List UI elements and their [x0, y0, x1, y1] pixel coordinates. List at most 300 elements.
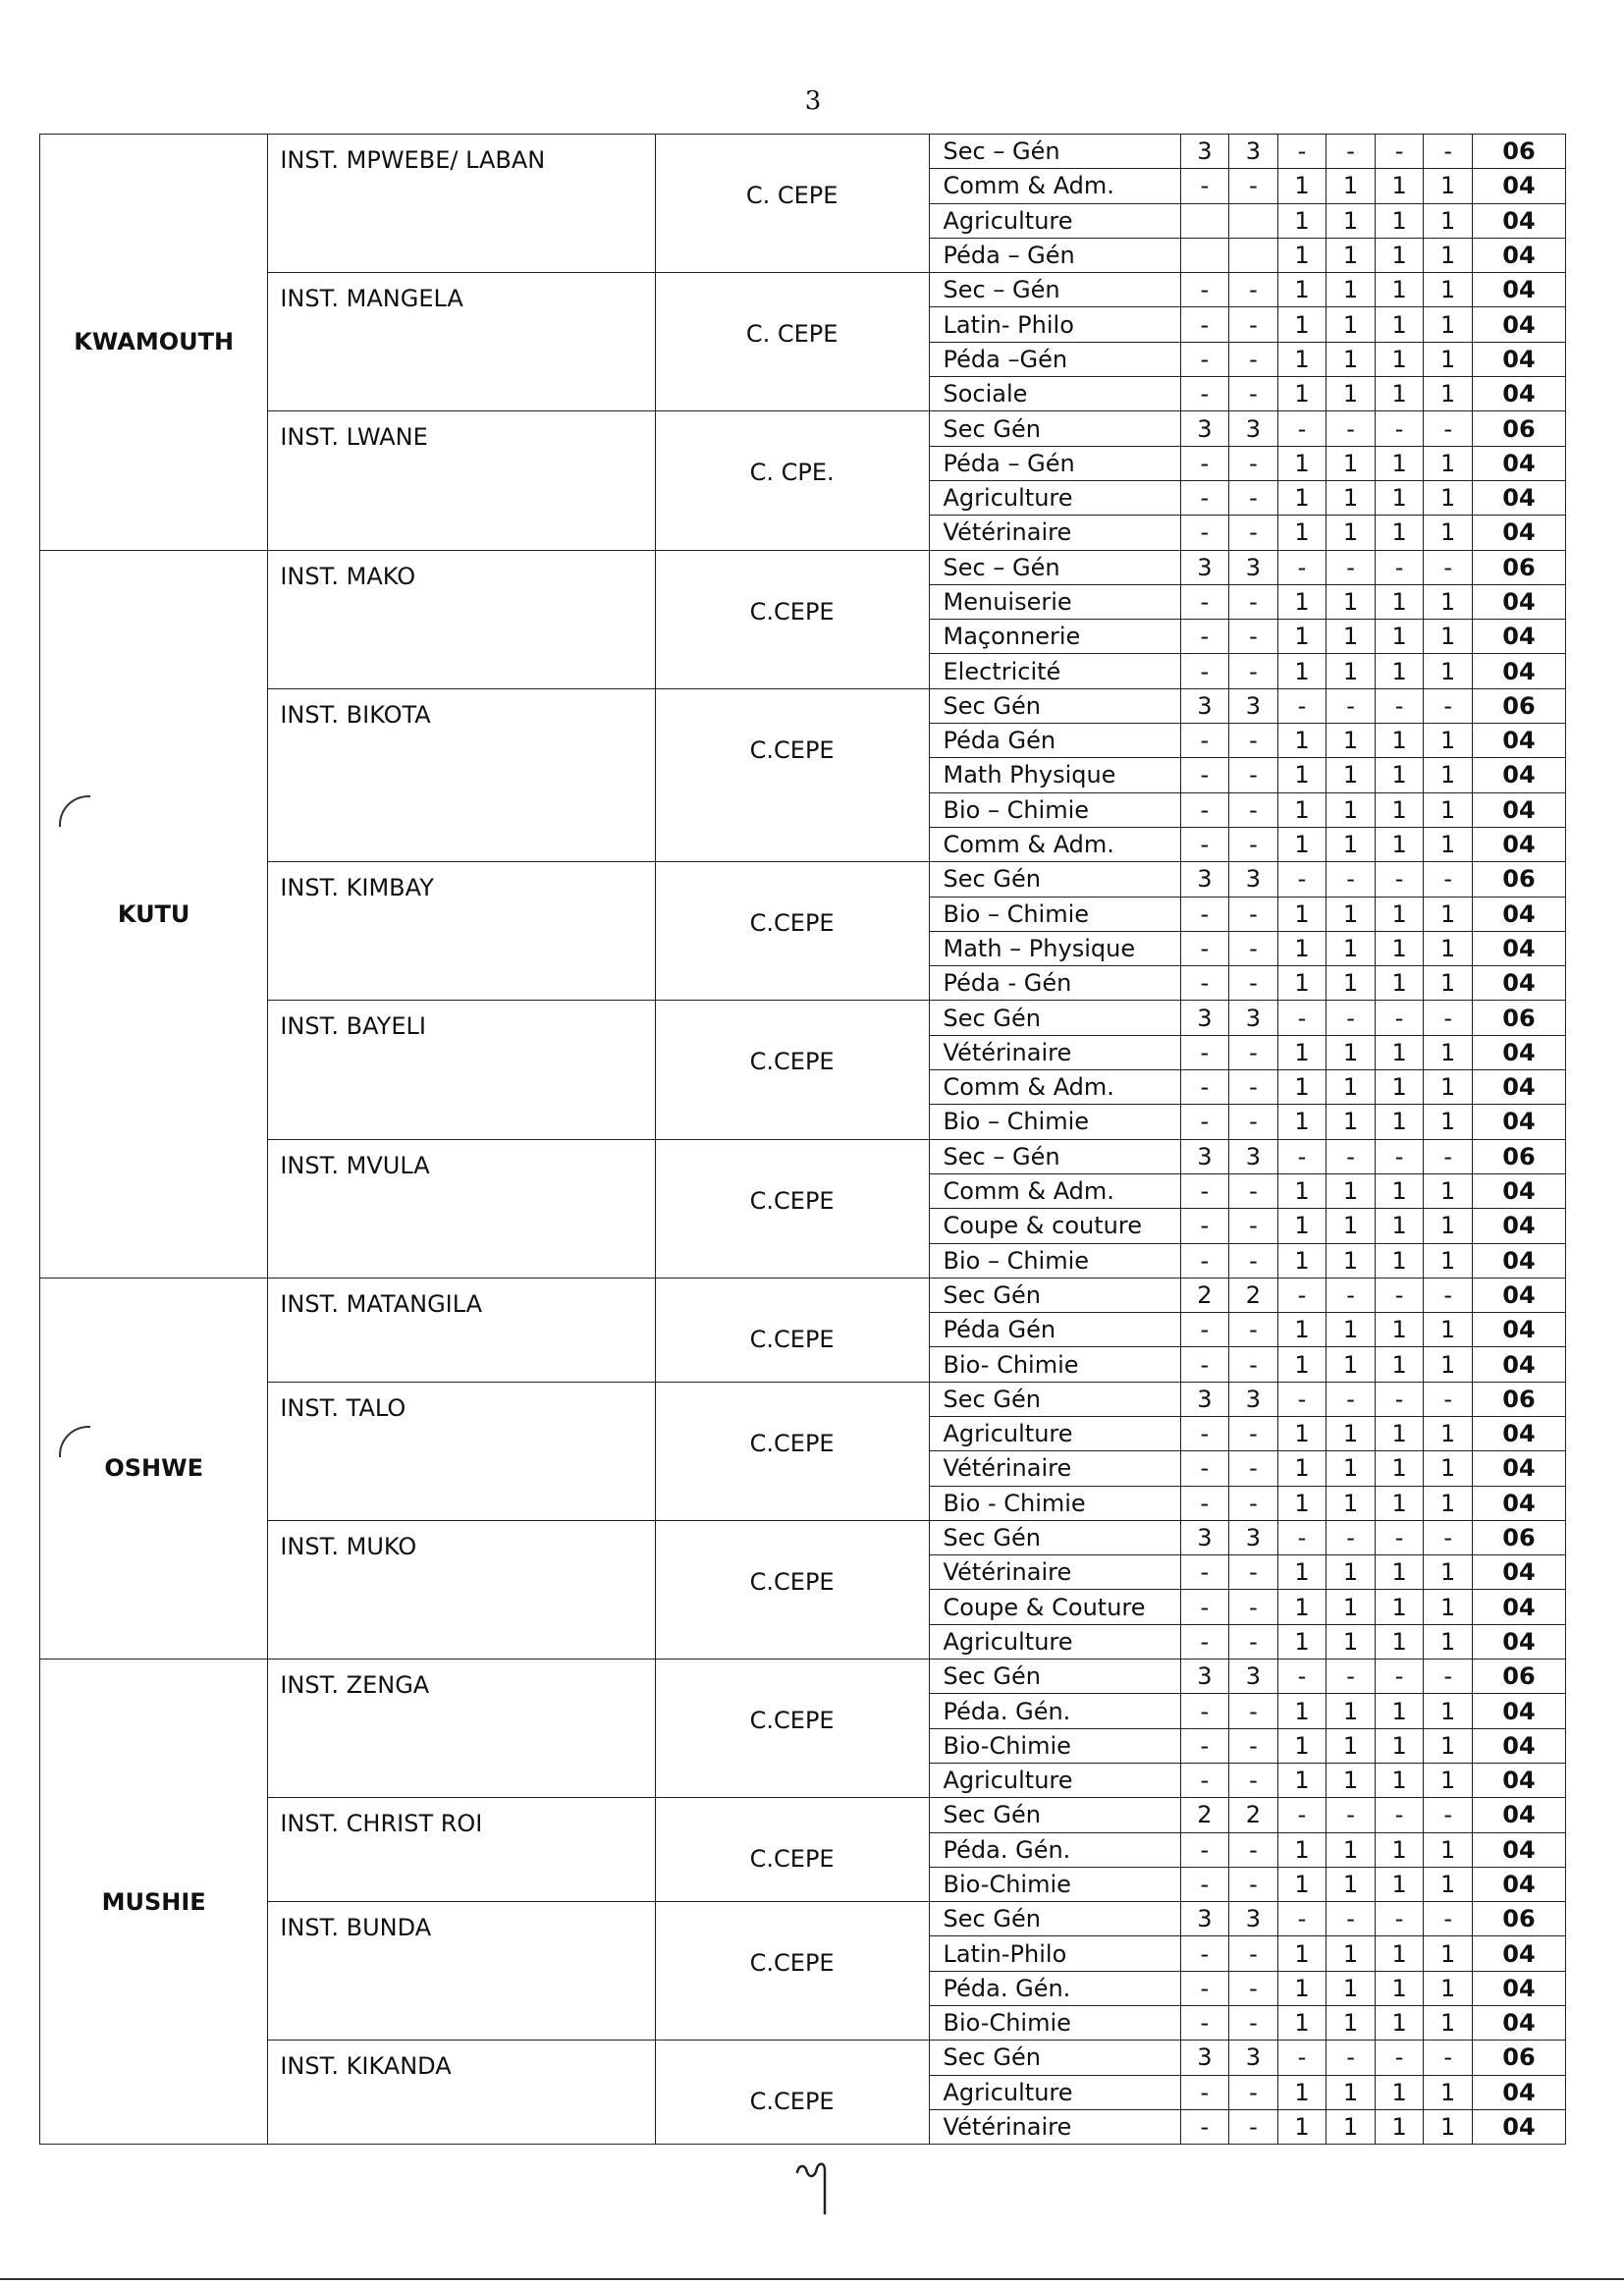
grade-count-cell: -	[1229, 1416, 1278, 1450]
grade-count-cell: 1	[1375, 827, 1424, 861]
grade-count-cell: -	[1326, 1902, 1376, 1936]
grade-count-cell: -	[1180, 1867, 1229, 1901]
allocation-table-wrapper	[39, 134, 1566, 2145]
grade-count-cell: -	[1180, 1936, 1229, 1971]
grade-count-cell: 1	[1424, 584, 1473, 619]
grade-count-cell: 1	[1326, 1763, 1376, 1797]
grade-count-cell: 1	[1326, 1555, 1376, 1590]
grade-count-cell: 1	[1424, 1105, 1473, 1139]
table-row	[40, 862, 1566, 897]
grade-count-cell: 1	[1326, 1832, 1376, 1867]
grade-count-cell: 1	[1375, 480, 1424, 515]
grade-count-cell: -	[1229, 273, 1278, 307]
grade-count-cell: 1	[1277, 1209, 1326, 1243]
grade-count-cell: 1	[1326, 342, 1376, 376]
grade-count-cell: 1	[1277, 1416, 1326, 1450]
grade-count-cell: -	[1229, 1347, 1278, 1382]
grade-count-cell: -	[1180, 516, 1229, 550]
grade-count-cell: -	[1277, 550, 1326, 584]
school-name: INST. BUNDA	[268, 1902, 655, 2041]
grade-count-cell: -	[1229, 342, 1278, 376]
grade-count-cell: 1	[1375, 1555, 1424, 1590]
grade-count-cell: -	[1229, 1694, 1278, 1728]
grade-count-cell: -	[1424, 2041, 1473, 2075]
grade-count-cell: -	[1229, 1243, 1278, 1278]
grade-count-cell: 1	[1277, 203, 1326, 238]
grade-count-cell: 1	[1375, 1313, 1424, 1347]
grade-count-cell: -	[1277, 1660, 1326, 1694]
option-name: Péda. Gén.	[929, 1971, 1180, 2005]
grade-count-cell: 1	[1424, 1694, 1473, 1728]
option-name: Comm & Adm.	[929, 827, 1180, 861]
option-name: Sec Gén	[929, 1382, 1180, 1416]
grade-count-cell: 1	[1424, 1209, 1473, 1243]
grade-count-cell: -	[1180, 931, 1229, 965]
grade-count-cell: -	[1180, 1105, 1229, 1139]
grade-count-cell: -	[1180, 1832, 1229, 1867]
row-total: 06	[1472, 688, 1565, 723]
grade-count-cell: -	[1424, 1902, 1473, 1936]
row-total: 04	[1472, 1936, 1565, 1971]
grade-count-cell: -	[1229, 1867, 1278, 1901]
option-name: Maçonnerie	[929, 620, 1180, 654]
option-name: Péda. Gén.	[929, 1694, 1180, 1728]
grade-count-cell: 1	[1375, 1832, 1424, 1867]
grade-count-cell: 1	[1326, 169, 1376, 203]
option-name: Comm & Adm.	[929, 169, 1180, 203]
grade-count-cell: 1	[1375, 2075, 1424, 2109]
grade-count-cell: -	[1424, 1660, 1473, 1694]
option-name: Agriculture	[929, 480, 1180, 515]
option-name: Comm & Adm.	[929, 1070, 1180, 1105]
grade-count-cell: 1	[1326, 792, 1376, 827]
grade-count-cell: -	[1180, 1313, 1229, 1347]
grade-count-cell: 1	[1277, 238, 1326, 272]
grade-count-cell: 1	[1424, 792, 1473, 827]
territory-name: KWAMOUTH	[40, 135, 268, 551]
row-total: 04	[1472, 1209, 1565, 1243]
territory-name: MUSHIE	[40, 1660, 268, 2145]
grade-count-cell: 1	[1424, 724, 1473, 758]
table-row	[40, 411, 1566, 446]
grade-count-cell	[1180, 203, 1229, 238]
grade-count-cell: -	[1229, 1486, 1278, 1520]
grade-count-cell: 1	[1424, 480, 1473, 515]
grade-count-cell: 1	[1277, 827, 1326, 861]
option-name: Péda Gén	[929, 724, 1180, 758]
grade-count-cell: 1	[1277, 446, 1326, 480]
grade-count-cell: -	[1180, 1035, 1229, 1069]
grade-count-cell: -	[1229, 516, 1278, 550]
grade-count-cell: 1	[1326, 480, 1376, 515]
row-total: 04	[1472, 897, 1565, 931]
grade-count-cell: 1	[1277, 2075, 1326, 2109]
grade-count-cell: 3	[1180, 1382, 1229, 1416]
grade-count-cell: -	[1180, 2075, 1229, 2109]
grade-count-cell: -	[1180, 2006, 1229, 2041]
grade-count-cell: 1	[1424, 966, 1473, 1001]
grade-count-cell: -	[1180, 2109, 1229, 2144]
grade-count-cell: 1	[1424, 516, 1473, 550]
grade-count-cell: 3	[1229, 2041, 1278, 2075]
grade-count-cell: -	[1326, 688, 1376, 723]
grade-count-cell: 1	[1375, 724, 1424, 758]
grade-count-cell: 1	[1277, 584, 1326, 619]
grade-count-cell: 1	[1424, 377, 1473, 411]
grade-count-cell: -	[1375, 1001, 1424, 1035]
grade-count-cell: 1	[1326, 584, 1376, 619]
school-name: INST. MATANGILA	[268, 1278, 655, 1382]
grade-count-cell	[1229, 203, 1278, 238]
grade-count-cell: 1	[1424, 1416, 1473, 1450]
grade-count-cell: -	[1424, 1520, 1473, 1554]
row-total: 04	[1472, 2075, 1565, 2109]
school-name: INST. MUKO	[268, 1520, 655, 1659]
grade-count-cell: 1	[1375, 1763, 1424, 1797]
option-name: Sec – Gén	[929, 273, 1180, 307]
grade-count-cell: 1	[1424, 654, 1473, 688]
grade-count-cell: 1	[1375, 1590, 1424, 1624]
grade-count-cell: -	[1277, 1902, 1326, 1936]
grade-count-cell: 1	[1375, 2109, 1424, 2144]
grade-count-cell: -	[1229, 966, 1278, 1001]
grade-count-cell: -	[1180, 758, 1229, 792]
option-name: Péda – Gén	[929, 446, 1180, 480]
grade-count-cell: 1	[1326, 307, 1376, 342]
grade-count-cell: -	[1326, 1798, 1376, 1832]
table-row	[40, 688, 1566, 723]
grade-count-cell: 3	[1229, 135, 1278, 169]
grade-count-cell: -	[1375, 411, 1424, 446]
grade-count-cell: 1	[1326, 1728, 1376, 1763]
option-name: Sec Gén	[929, 1001, 1180, 1035]
row-total: 04	[1472, 1971, 1565, 2005]
grade-count-cell: -	[1375, 550, 1424, 584]
grade-count-cell: -	[1326, 1520, 1376, 1554]
row-total: 04	[1472, 2109, 1565, 2144]
grade-count-cell: 1	[1277, 377, 1326, 411]
grade-count-cell: -	[1229, 1936, 1278, 1971]
grade-count-cell: 1	[1277, 1832, 1326, 1867]
grade-count-cell: -	[1277, 1139, 1326, 1173]
grade-count-cell: 1	[1277, 1694, 1326, 1728]
grade-count-cell: 1	[1277, 897, 1326, 931]
grade-count-cell: 1	[1375, 584, 1424, 619]
school-category: C. CEPE	[655, 273, 929, 411]
grade-count-cell: 1	[1424, 342, 1473, 376]
grade-count-cell: -	[1424, 550, 1473, 584]
grade-count-cell: -	[1277, 1798, 1326, 1832]
grade-count-cell: -	[1229, 1728, 1278, 1763]
grade-count-cell: -	[1424, 1001, 1473, 1035]
grade-count-cell: 1	[1277, 307, 1326, 342]
grade-count-cell: 3	[1180, 1139, 1229, 1173]
grade-count-cell: 1	[1424, 1555, 1473, 1590]
grade-count-cell: 3	[1229, 1382, 1278, 1416]
grade-count-cell: -	[1180, 1590, 1229, 1624]
grade-count-cell: -	[1229, 1105, 1278, 1139]
row-total: 04	[1472, 1035, 1565, 1069]
row-total: 04	[1472, 1763, 1565, 1797]
grade-count-cell: 1	[1375, 1243, 1424, 1278]
row-total: 04	[1472, 1070, 1565, 1105]
option-name: Vétérinaire	[929, 1555, 1180, 1590]
grade-count-cell: 1	[1375, 1694, 1424, 1728]
grade-count-cell: 3	[1180, 1520, 1229, 1554]
grade-count-cell: 1	[1375, 1173, 1424, 1208]
grade-count-cell: 1	[1424, 1070, 1473, 1105]
row-total: 04	[1472, 1347, 1565, 1382]
row-total: 04	[1472, 1105, 1565, 1139]
grade-count-cell: 1	[1375, 792, 1424, 827]
grade-count-cell: -	[1180, 480, 1229, 515]
grade-count-cell: 1	[1424, 307, 1473, 342]
table-row	[40, 1520, 1566, 1554]
option-name: Sec Gén	[929, 688, 1180, 723]
grade-count-cell: 1	[1277, 792, 1326, 827]
option-name: Coupe & Couture	[929, 1590, 1180, 1624]
grade-count-cell: -	[1375, 135, 1424, 169]
option-name: Sec – Gén	[929, 135, 1180, 169]
option-name: Bio – Chimie	[929, 792, 1180, 827]
option-name: Sec Gén	[929, 1660, 1180, 1694]
grade-count-cell: 1	[1326, 966, 1376, 1001]
grade-count-cell: 1	[1326, 273, 1376, 307]
grade-count-cell: 3	[1180, 2041, 1229, 2075]
school-category: C.CEPE	[655, 1902, 929, 2041]
table-row	[40, 1798, 1566, 1832]
grade-count-cell: -	[1180, 1763, 1229, 1797]
school-category: C. CEPE	[655, 135, 929, 273]
option-name: Agriculture	[929, 1416, 1180, 1450]
grade-count-cell: 1	[1277, 654, 1326, 688]
grade-count-cell: 1	[1277, 1173, 1326, 1208]
grade-count-cell: 1	[1375, 758, 1424, 792]
grade-count-cell: 1	[1326, 620, 1376, 654]
row-total: 04	[1472, 654, 1565, 688]
school-name: INST. KIKANDA	[268, 2041, 655, 2145]
grade-count-cell: 1	[1375, 203, 1424, 238]
grade-count-cell: -	[1180, 342, 1229, 376]
grade-count-cell: 1	[1375, 1936, 1424, 1971]
option-name: Latin- Philo	[929, 307, 1180, 342]
option-name: Péda. Gén.	[929, 1832, 1180, 1867]
grade-count-cell: -	[1229, 1971, 1278, 2005]
table-row	[40, 1382, 1566, 1416]
grade-count-cell: -	[1180, 307, 1229, 342]
grade-count-cell: 3	[1180, 1001, 1229, 1035]
grade-count-cell: -	[1326, 550, 1376, 584]
grade-count-cell: 1	[1326, 827, 1376, 861]
row-total: 04	[1472, 1173, 1565, 1208]
grade-count-cell: 1	[1375, 2006, 1424, 2041]
row-total: 04	[1472, 1590, 1565, 1624]
row-total: 06	[1472, 550, 1565, 584]
grade-count-cell: -	[1180, 1486, 1229, 1520]
grade-count-cell: 1	[1277, 2006, 1326, 2041]
grade-count-cell	[1180, 238, 1229, 272]
grade-count-cell: 1	[1277, 1936, 1326, 1971]
grade-count-cell: 1	[1424, 169, 1473, 203]
option-name: Sec Gén	[929, 1278, 1180, 1312]
grade-count-cell: 3	[1229, 1520, 1278, 1554]
grade-count-cell: 1	[1424, 1728, 1473, 1763]
grade-count-cell: -	[1375, 1520, 1424, 1554]
school-category: C.CEPE	[655, 1798, 929, 1902]
grade-count-cell: 1	[1424, 1590, 1473, 1624]
option-name: Sec Gén	[929, 1902, 1180, 1936]
grade-count-cell: 1	[1277, 1486, 1326, 1520]
grade-count-cell: -	[1375, 688, 1424, 723]
option-name: Math Physique	[929, 758, 1180, 792]
grade-count-cell: -	[1277, 862, 1326, 897]
grade-count-cell: -	[1180, 724, 1229, 758]
grade-count-cell: 1	[1424, 758, 1473, 792]
table-row	[40, 273, 1566, 307]
grade-count-cell: 1	[1375, 377, 1424, 411]
grade-count-cell: 1	[1326, 1209, 1376, 1243]
grade-count-cell: 1	[1326, 1486, 1376, 1520]
row-total: 04	[1472, 792, 1565, 827]
row-total: 04	[1472, 966, 1565, 1001]
grade-count-cell: 3	[1180, 862, 1229, 897]
territory-name: OSHWE	[40, 1278, 268, 1659]
grade-count-cell: -	[1229, 1555, 1278, 1590]
option-name: Electricité	[929, 654, 1180, 688]
grade-count-cell: 3	[1229, 1660, 1278, 1694]
school-name: INST. ZENGA	[268, 1660, 655, 1798]
option-name: Bio - Chimie	[929, 1486, 1180, 1520]
grade-count-cell: -	[1229, 827, 1278, 861]
grade-count-cell: 2	[1180, 1278, 1229, 1312]
option-name: Math – Physique	[929, 931, 1180, 965]
grade-count-cell: 1	[1326, 1416, 1376, 1450]
table-row	[40, 135, 1566, 169]
grade-count-cell: -	[1326, 1660, 1376, 1694]
grade-count-cell: 1	[1326, 446, 1376, 480]
option-name: Coupe & couture	[929, 1209, 1180, 1243]
grade-count-cell: 1	[1326, 1867, 1376, 1901]
row-total: 04	[1472, 377, 1565, 411]
row-total: 04	[1472, 203, 1565, 238]
grade-count-cell: -	[1229, 1313, 1278, 1347]
grade-count-cell: 1	[1277, 1590, 1326, 1624]
grade-count-cell: -	[1229, 307, 1278, 342]
grade-count-cell: 1	[1277, 273, 1326, 307]
school-category: C.CEPE	[655, 1139, 929, 1278]
grade-count-cell: -	[1375, 1660, 1424, 1694]
option-name: Agriculture	[929, 1763, 1180, 1797]
row-total: 04	[1472, 1486, 1565, 1520]
row-total: 06	[1472, 1520, 1565, 1554]
grade-count-cell: -	[1229, 169, 1278, 203]
grade-count-cell: -	[1229, 584, 1278, 619]
grade-count-cell: -	[1424, 1798, 1473, 1832]
grade-count-cell: 1	[1424, 1173, 1473, 1208]
grade-count-cell: -	[1180, 1451, 1229, 1486]
grade-count-cell: 3	[1229, 862, 1278, 897]
row-total: 06	[1472, 2041, 1565, 2075]
grade-count-cell: 1	[1277, 516, 1326, 550]
grade-count-cell: 3	[1180, 688, 1229, 723]
grade-count-cell: 1	[1424, 1451, 1473, 1486]
grade-count-cell: 1	[1326, 203, 1376, 238]
grade-count-cell: -	[1277, 411, 1326, 446]
grade-count-cell: -	[1229, 480, 1278, 515]
grade-count-cell: -	[1180, 966, 1229, 1001]
grade-count-cell: -	[1424, 1382, 1473, 1416]
grade-count-cell: 1	[1375, 1105, 1424, 1139]
page-number: 3	[804, 86, 822, 116]
grade-count-cell: -	[1375, 1278, 1424, 1312]
grade-count-cell: 3	[1229, 1902, 1278, 1936]
grade-count-cell: 1	[1424, 1313, 1473, 1347]
row-total: 04	[1472, 1832, 1565, 1867]
option-name: Vétérinaire	[929, 516, 1180, 550]
row-total: 04	[1472, 480, 1565, 515]
row-total: 04	[1472, 1694, 1565, 1728]
grade-count-cell: -	[1229, 654, 1278, 688]
option-name: Sec Gén	[929, 411, 1180, 446]
school-category: C.CEPE	[655, 2041, 929, 2145]
grade-count-cell: 1	[1424, 203, 1473, 238]
grade-count-cell: -	[1180, 1347, 1229, 1382]
grade-count-cell: -	[1180, 1173, 1229, 1208]
option-name: Menuiserie	[929, 584, 1180, 619]
table-row	[40, 2041, 1566, 2075]
grade-count-cell: 1	[1277, 480, 1326, 515]
grade-count-cell: -	[1229, 1035, 1278, 1069]
grade-count-cell: 1	[1277, 1555, 1326, 1590]
grade-count-cell: 1	[1326, 2006, 1376, 2041]
option-name: Sec Gén	[929, 862, 1180, 897]
row-total: 04	[1472, 1313, 1565, 1347]
option-name: Bio-Chimie	[929, 2006, 1180, 2041]
grade-count-cell: -	[1180, 273, 1229, 307]
row-total: 04	[1472, 1243, 1565, 1278]
grade-count-cell: 1	[1424, 827, 1473, 861]
grade-count-cell: 2	[1180, 1798, 1229, 1832]
grade-count-cell: -	[1229, 377, 1278, 411]
grade-count-cell: 1	[1424, 1832, 1473, 1867]
grade-count-cell: 1	[1326, 1936, 1376, 1971]
grade-count-cell: -	[1180, 1070, 1229, 1105]
grade-count-cell: -	[1229, 2075, 1278, 2109]
row-total: 06	[1472, 1660, 1565, 1694]
school-category: C. CPE.	[655, 411, 929, 550]
table-row	[40, 1660, 1566, 1694]
grade-count-cell: -	[1229, 2109, 1278, 2144]
grade-count-cell: 3	[1229, 550, 1278, 584]
grade-count-cell: 1	[1326, 2109, 1376, 2144]
grade-count-cell: 1	[1424, 273, 1473, 307]
row-total: 04	[1472, 1798, 1565, 1832]
school-category: C.CEPE	[655, 1001, 929, 1139]
grade-count-cell: 3	[1229, 1001, 1278, 1035]
row-total: 06	[1472, 411, 1565, 446]
grade-count-cell: 1	[1424, 1763, 1473, 1797]
grade-count-cell	[1229, 238, 1278, 272]
grade-count-cell: -	[1229, 2006, 1278, 2041]
grade-count-cell: 1	[1424, 897, 1473, 931]
grade-count-cell: 1	[1326, 1451, 1376, 1486]
grade-count-cell: -	[1180, 1694, 1229, 1728]
school-category: C.CEPE	[655, 688, 929, 861]
grade-count-cell: 1	[1375, 897, 1424, 931]
row-total: 04	[1472, 273, 1565, 307]
option-name: Bio-Chimie	[929, 1728, 1180, 1763]
grade-count-cell: 1	[1326, 1105, 1376, 1139]
